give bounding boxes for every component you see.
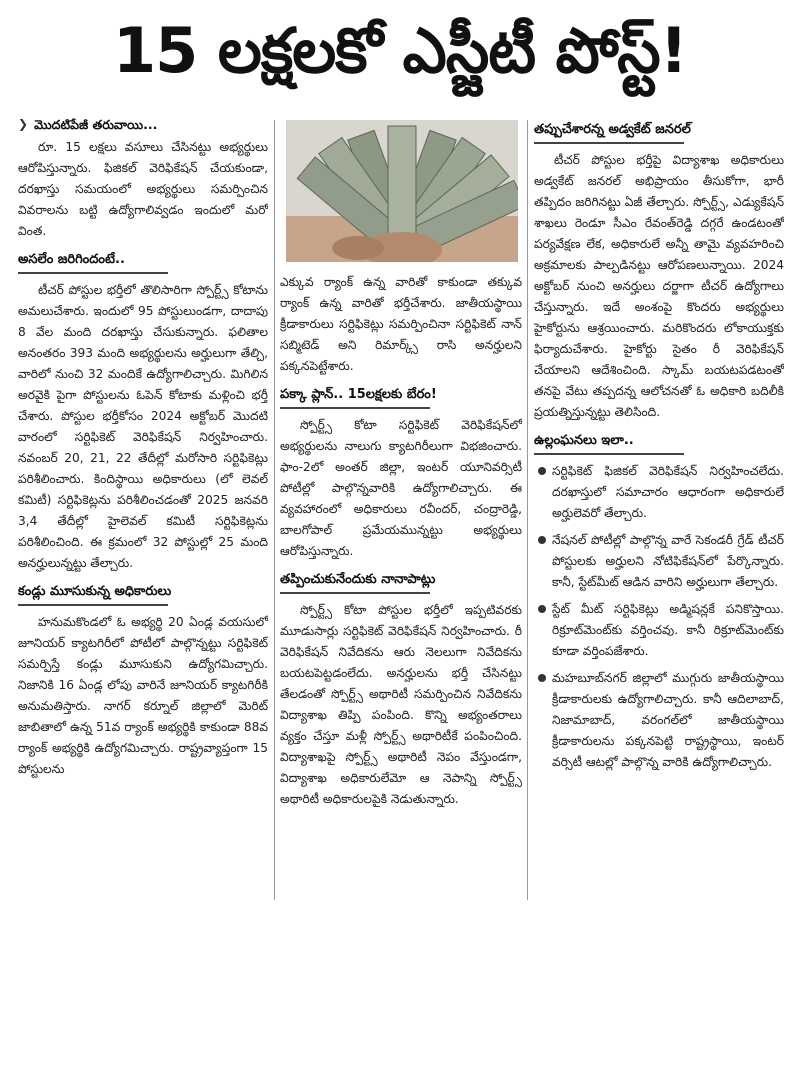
- subheading-label: ఉల్లంఘనలు ఇలా..: [534, 433, 634, 448]
- subheading-underline: [534, 453, 684, 455]
- continued-kicker: [18, 114, 268, 135]
- column-2: [280, 272, 522, 1072]
- money-photo: [286, 120, 518, 262]
- bullet-icon: [538, 674, 546, 682]
- violations-list: [534, 461, 784, 773]
- chevron-right-icon: ❯: [18, 117, 29, 131]
- what-happened-paragraph: టీచర్ పోస్టుల భర్తీలో తొలిసారిగా స్పోర్ట్స్ కోటాను అమలుచేశారు. ఇందులో 95 పోస్టులుండగా, దాదాపు 8 వేల మంది దరఖాస్తు చేసుకున్నారు. ఫలితాల అనంతరం 393 మంది అభ్యర్థులను అర్హులుగా తేల్చి, వారిలో నుంచి 32 మందికే ఉద్యోగాలిచ్చారు. మిగిలిన అరవైకి పైగా పోస్టులను ఓపెన్ కోటాకు మళ్లించి భర్తీ చేశారు. పోస్టుల భర్తీకోసం 2024 అక్టోబర్ మొదటి వారంలో సర్టిఫికెట్ వెరిఫికేషన్ నిర్వహించారు. నవంబర్ 20, 21, 22 తేదీల్లో మరోసారి సర్టిఫికెట్లు పరిశీలించారు. కిందిస్థాయి అధికారులు (లో లెవల్ కమిటీ) సర్టిఫికెట్లను పరిశీలించడంతో 2025 జనవరి 3,4 తేదీల్లో హైలెవల్ కమిటీ సర్టిఫికెట్లను పరిశీలించింది. ఈ క్రమంలో 32 పోస్టుల్లో 25 మంది అనర్హులున్నట్టు తేల్చారు.: [18, 283, 268, 570]
- subheading-underline: [534, 142, 684, 144]
- list-item: [534, 461, 784, 524]
- column-3: [534, 114, 784, 914]
- officials-paragraph: హనుమకొండలో ఓ అభ్యర్థి 20 ఏండ్ల వయసులో జూనియర్ క్యాటగిరీలో పోటీలో పాల్గొన్నట్టు సర్టిఫికెట్ సమర్పిస్తే కండ్లు మూసుకుని ఉద్యోగమిచ్చారు. నిజానికి 16 ఏండ్ల లోపు వారినే జూనియర్ క్యాటగిరీకి అనుమతిస్తారు. నాగర్ కర్నూల్ జిల్లాలో మెరిట్ జాబితాలో ఉన్న 51వ ర్యాంక్ అభ్యర్థికి కాకుండా 88వ ర్యాంక్ అభ్యర్థికి ఉద్యోగమిచ్చారు. రాష్ట్రవ్యాప్తంగా 15 పోస్టులను: [18, 615, 268, 776]
- subheading-underline: [18, 604, 168, 606]
- subheading-officials: [18, 582, 268, 606]
- list-item-text: మహబూబ్‌నగర్ జిల్లాలో ముగ్గురు జాతీయస్థాయి క్రీడాకారులకు ఉద్యోగాలిచ్చారు. కానీ ఆదిలాబాద్, నిజామాబాద్, వరంగల్‌లో జాతీయస్థాయి క్రీడాకారులను పక్కనపెట్టి రాష్ట్రస్థాయి, ఇంటర్ వర్సిటీ ఆటల్లో పాల్గొన్న వారికి ఉద్యోగాలిచ్చారు.: [552, 671, 784, 769]
- bullet-icon: [538, 467, 546, 475]
- column-rule-right: [527, 120, 528, 900]
- column-rule-left: [274, 120, 275, 900]
- subheading-underline: [280, 407, 430, 409]
- list-item-text: స్టేట్ మీట్ సర్టిఫికెట్లు అడ్మిషన్లకే పనికొస్తాయి. రిక్రూట్‌మెంట్‌కు వర్తించవు. కానీ రిక్రూట్‌మెంట్‌కు కూడా వర్తింపజేశారు.: [552, 602, 784, 658]
- subheading-plan: [280, 385, 522, 409]
- subheading-what-happened: [18, 250, 268, 274]
- bullet-icon: [538, 605, 546, 613]
- subheading-underline: [18, 272, 168, 274]
- rank-paragraph: ఎక్కువ ర్యాంక్ ఉన్న వారితో కాకుండా తక్కువ ర్యాంక్ ఉన్న వారితో భర్తీచేశారు. జాతీయస్థాయి క్రీడాకారులు సర్టిఫికెట్లు సమర్పించినా సర్టిఫికెట్ నాన్ సబ్మిటెడ్ అని రిమార్క్స్ రాసి అనర్హులని పక్కనపెట్టేశారు.: [280, 275, 522, 373]
- list-item-text: నేషనల్ పోటీల్లో పాల్గొన్న వారే సెకండరీ గ్రేడ్ టీచర్ పోస్టులకు అర్హులని నోటిఫికేషన్‌లో పేర్కొన్నారు. కానీ, స్టేట్‌మీట్ ఆడిన వారిని అర్హులుగా తేల్చారు.: [552, 533, 784, 589]
- currency-notes-image: [286, 120, 518, 262]
- plan-paragraph: స్పోర్ట్స్ కోటా సర్టిఫికెట్ వెరిఫికేషన్‌లో అభ్యర్థులను నాలుగు క్యాటగిరీలుగా విభజించారు. ఫాం-2లో అంతర్ జిల్లా, ఇంటర్ యూనివర్సిటీ పోటీల్లో పాల్గొన్నవారికి ఉద్యోగాలిచ్చారు. ఈ వ్యవహారంలో అధికారులు రవీందర్, చంద్రారెడ్డి, బాలగోపాల్ ప్రమేయమున్నట్టు అభ్యర్థులు ఆరోపిస్తున్నారు.: [280, 418, 522, 558]
- intro-paragraph: రూ. 15 లక్షలు వసూలు చేసినట్టు అభ్యర్థులు ఆరోపిస్తున్నారు. ఫిజికల్ వెరిఫికేషన్ చేయకుండా, దరఖాస్తు సమయంలో అభ్యర్థులు సమర్పించిన వివరాలను బట్టి ఉద్యోగాలివ్వడం ఇందులో మరో వింత.: [18, 140, 268, 238]
- bullet-icon: [538, 536, 546, 544]
- escape-paragraph: స్పోర్ట్స్ కోటా పోస్టుల భర్తీలో ఇప్పటివరకు మూడుసార్లు సర్టిఫికెట్ వెరిఫికేషన్ నిర్వహించారు. రీ వెరిఫికేషన్ నివేదికను ఆరు నెలలుగా నివేదికను బయటపెట్టడంలేదు. అనర్హులను భర్తీ చేసినట్టు తేలడంతో స్పోర్ట్స్ అథారిటీ సమర్పించిన నివేదికను విద్యాశాఖ తిప్పి పంపింది. కొన్ని అభ్యంతరాలు వ్యక్తం చేస్తూ మళ్లీ స్పోర్ట్స్ అథారిటీకే పంపించింది. విద్యాశాఖపై స్పోర్ట్స్ అథారిటీ నెపం వేస్తుండగా, విద్యాశాఖ అధికారులేమో ఆ నెపాన్ని స్పోర్ట్స్ అథారిటీ అధికారులపైకి నెడుతున్నారు.: [280, 603, 522, 806]
- subheading-escape: [280, 570, 522, 594]
- subheading-label: పక్కా ప్లాన్.. 15లక్షలకు బేరం!: [280, 387, 437, 402]
- subheading-violations: [534, 431, 784, 455]
- subheading-label: అసలేం జరిగిందంటే..: [18, 252, 125, 267]
- advocate-general-paragraph: టీచర్ పోస్టుల భర్తీపై విద్యాశాఖ అధికారులు అడ్వకేట్ జనరల్ అభిప్రాయం తీసుకోగా, భారీ తప్పిదం జరిగినట్టు ఏజీ తేల్చారు. స్పోర్ట్స్, ఎడ్యుకేషన్ శాఖలు రెండూ సీఎం రేవంత్‌రెడ్డి దగ్గరే ఉండటంతో పర్యవేక్షణ లేక, అధికారులే అన్నీ తామై వ్యవహరించి అక్రమాలకు పాల్పడినట్టు ఆరోపణలున్నాయి. 2024 అక్టోబర్ నుంచి అనర్హులు దర్జాగా టీచర్ ఉద్యోగాలు చేస్తున్నారు. ఇదే అంశంపై కొందరు అభ్యర్థులు హైకోర్టును ఆశ్రయించారు. మరికొందరు లోకాయుక్తకు ఫిర్యాదుచేశారు. హైకోర్టు సైతం రీ వెరిఫికేషన్ చేయాలని ఆదేశించింది. స్కామ్ బయటపడటంతో తనపై వేటు తప్పదన్న ఆలోచనతో ఓ అధికారి బదిలీకి ప్రయత్నిస్తున్నట్టు తెలిసింది.: [534, 153, 784, 419]
- subheading-label: తప్పుచేశారన్న అడ్వకేట్ జనరల్: [534, 122, 691, 137]
- subheading-advocate-general: [534, 120, 784, 144]
- column-1: [18, 114, 268, 914]
- list-item: [534, 530, 784, 593]
- list-item-text: సర్టిఫికెట్ ఫిజికల్ వెరిఫికేషన్ నిర్వహించలేదు. దరఖాస్తులో సమాచారం ఆధారంగా అధికారులే అర్హులెవరో తేల్చారు.: [552, 464, 784, 520]
- kicker-label: మొదటిపేజీ తరువాయి...: [34, 117, 158, 132]
- headline: 15 లక్షలకో ఎస్జీటీ పోస్ట్!: [113, 14, 687, 87]
- list-item: [534, 599, 784, 662]
- subheading-underline: [280, 592, 430, 594]
- subheading-label: తప్పించుకునేందుకు నానాపాట్లు: [280, 572, 436, 587]
- subheading-label: కండ్లు మూసుకున్న అధికారులు: [18, 584, 172, 599]
- list-item: [534, 668, 784, 773]
